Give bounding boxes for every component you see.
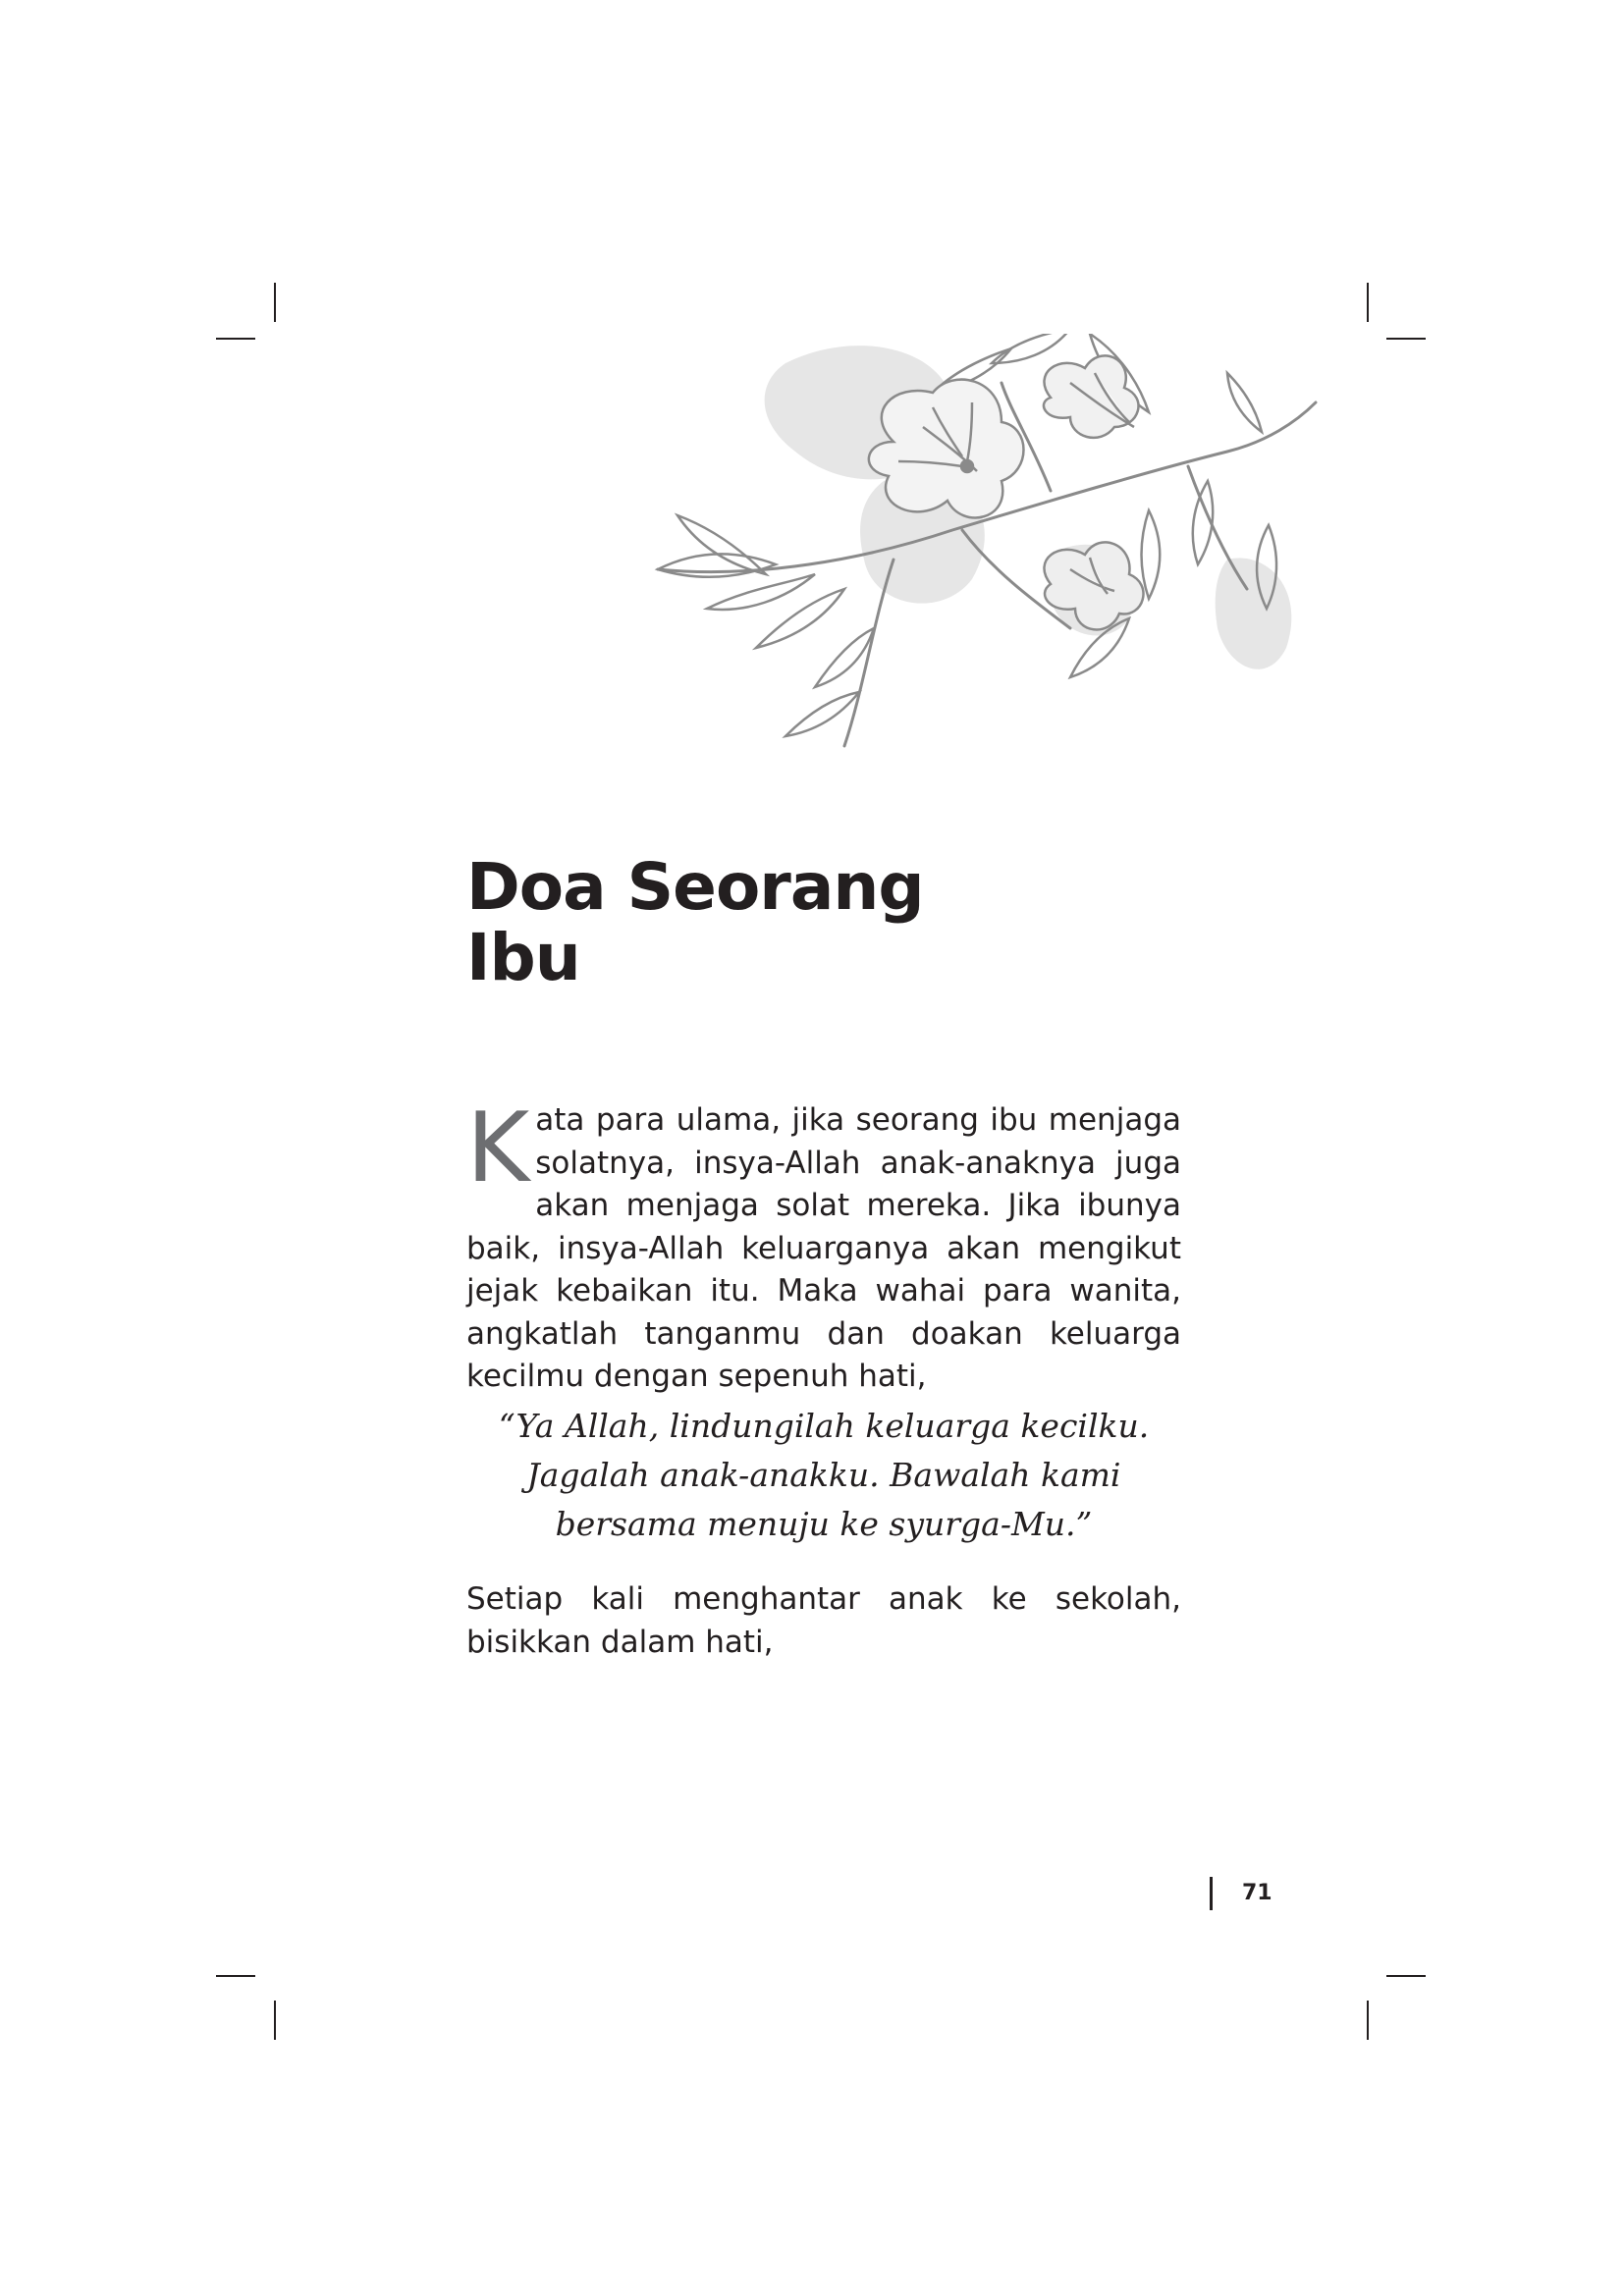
crop-mark-top-right-vertical (1367, 283, 1369, 322)
drop-cap: K (466, 1093, 530, 1204)
prayer-quote-line-2: Jagalah anak-anakku. Bawalah kami (526, 1456, 1121, 1494)
page-number-rule (1210, 1877, 1213, 1910)
flower-large (869, 380, 1024, 518)
body-paragraph-2 (466, 1578, 1181, 1664)
chapter-title-line-2: Ibu (466, 920, 580, 995)
body-paragraph-1 (466, 1093, 1181, 1399)
page-number: 71 (1242, 1881, 1272, 1905)
prayer-quote-line-3: bersama menuju ke syurga-Mu.” (555, 1505, 1093, 1543)
body-paragraph-1-text: ata para ulama, jika seorang ibu menjaga solatnya, insya-Allah anak-anaknya juga akan menjaga solat mereka. Jika ibunya baik, insya-Allah keluarganya akan mengikut jejak kebaikan itu. Maka wahai para wanita, angkatlah tanganmu dan doakan keluarga kecilmu dengan sepenuh hati, (466, 1102, 1181, 1394)
crop-mark-top-left-vertical (274, 283, 276, 322)
chapter-title (466, 849, 1252, 995)
crop-mark-top-right-horizontal (1386, 338, 1426, 340)
prayer-quote (466, 1402, 1181, 1549)
floral-illustration-icon (638, 334, 1345, 766)
crop-mark-bottom-right-horizontal (1386, 1975, 1426, 1977)
crop-mark-bottom-left-horizontal (216, 1975, 255, 1977)
prayer-quote-line-1: “Ya Allah, lindungilah keluarga kecilku. (498, 1407, 1150, 1445)
crop-mark-bottom-right-vertical (1367, 2001, 1369, 2040)
chapter-title-line-1: Doa Seorang (466, 849, 924, 925)
body-paragraph-2-text: Setiap kali menghantar anak ke sekolah, bisikkan dalam hati, (466, 1581, 1181, 1660)
crop-mark-top-left-horizontal (216, 338, 255, 340)
flower-top (1044, 355, 1139, 438)
crop-mark-bottom-left-vertical (274, 2001, 276, 2040)
